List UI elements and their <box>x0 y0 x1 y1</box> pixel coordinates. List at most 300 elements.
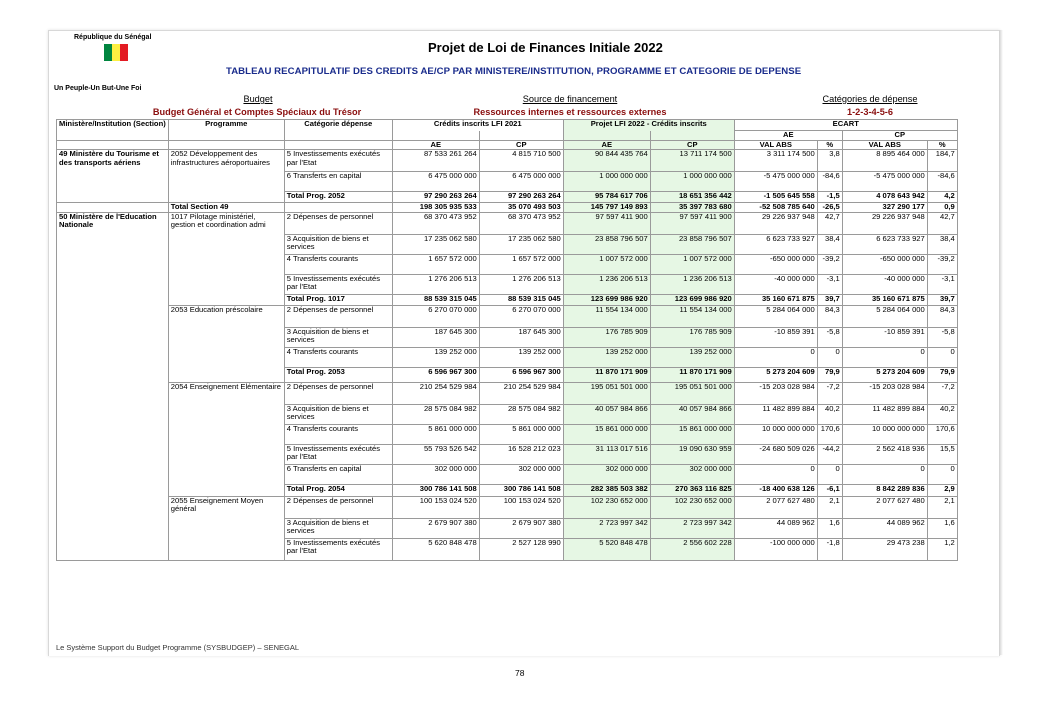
cell-value: -15 203 028 984 <box>734 382 817 404</box>
cell-value: 5 284 064 000 <box>842 305 927 327</box>
cell-value: 1 000 000 000 <box>650 172 734 192</box>
cell-value: 15 861 000 000 <box>563 424 650 444</box>
cell-programme <box>168 327 284 347</box>
cell-value: 29 473 238 <box>842 538 927 560</box>
plfi-cp-label: CP <box>650 140 734 150</box>
cell-programme <box>168 274 284 294</box>
cell-value: 2 077 627 480 <box>734 496 817 518</box>
cell-ministere <box>57 192 169 203</box>
plfi-ae-label: AE <box>563 140 650 150</box>
cell-value: 88 539 315 045 <box>392 294 479 305</box>
cell-value: -7,2 <box>817 382 842 404</box>
ae-pct-label: % <box>817 140 842 150</box>
cell-ministere <box>57 538 169 560</box>
cell-value: 302 000 000 <box>650 464 734 484</box>
cell-value: 0 <box>817 464 842 484</box>
cell-value: 0,9 <box>927 203 957 213</box>
cell-categorie: 4 Transferts courants <box>284 424 392 444</box>
cell-value: 23 858 796 507 <box>563 234 650 254</box>
cell-value: 2,1 <box>927 496 957 518</box>
cell-value: 11 482 899 884 <box>842 404 927 424</box>
cell-value: 97 597 411 900 <box>650 212 734 234</box>
cell-value: 55 793 526 542 <box>392 444 479 464</box>
cp-pct-label: % <box>927 140 957 150</box>
cell-value: 5 620 848 478 <box>392 538 479 560</box>
republic-logo-block <box>52 34 202 96</box>
cell-ministere <box>57 294 169 305</box>
cell-categorie: 5 Investissements exécutés par l'Etat <box>284 444 392 464</box>
cell-categorie: 3 Acquisition de biens et services <box>284 234 392 254</box>
cell-ministere <box>57 347 169 367</box>
cell-value: 40,2 <box>817 404 842 424</box>
cell-categorie <box>284 203 392 213</box>
cell-value: 1 236 206 513 <box>563 274 650 294</box>
cell-value: 40 057 984 866 <box>650 404 734 424</box>
cp-valabs-label: VAL ABS <box>842 140 927 150</box>
cell-value: -40 000 000 <box>842 274 927 294</box>
cell-value: 11 870 171 909 <box>650 367 734 382</box>
cell-value: 0 <box>734 464 817 484</box>
page-subtitle: TABLEAU RECAPITULATIF DES CREDITS AE/CP PAR MINISTERE/INSTITUTION, PROGRAMME ET CATEGORIE DE DEPENSE <box>226 66 802 77</box>
table-row <box>57 347 958 367</box>
lfi-cp-label: CP <box>479 140 563 150</box>
table-row <box>57 382 958 404</box>
cell-value: 11 554 134 000 <box>650 305 734 327</box>
cell-value: -650 000 000 <box>734 254 817 274</box>
col-programme: Programme <box>168 120 284 131</box>
cell-programme <box>168 172 284 192</box>
cell-programme <box>168 538 284 560</box>
table-row <box>57 424 958 444</box>
header-row-1 <box>57 120 958 131</box>
cell-value: 5 273 204 609 <box>734 367 817 382</box>
cell-value: -15 203 028 984 <box>842 382 927 404</box>
cell-value: -10 859 391 <box>842 327 927 347</box>
cell-ministere <box>57 274 169 294</box>
cell-value: 6 475 000 000 <box>479 172 563 192</box>
cell-value: 11 554 134 000 <box>563 305 650 327</box>
cell-value: 0 <box>734 347 817 367</box>
cell-categorie: 2 Dépenses de personnel <box>284 212 392 234</box>
source-label: Source de financement <box>522 94 618 104</box>
cell-categorie: 2 Dépenses de personnel <box>284 305 392 327</box>
cell-value: 90 844 435 764 <box>563 150 650 172</box>
lfi-ae-label: AE <box>392 140 479 150</box>
cell-value: 195 051 501 000 <box>650 382 734 404</box>
cell-value: 38,4 <box>817 234 842 254</box>
cell-value: 5 861 000 000 <box>479 424 563 444</box>
cell-value: 68 370 473 952 <box>392 212 479 234</box>
cell-value: -5,8 <box>927 327 957 347</box>
cell-value: -5 475 000 000 <box>842 172 927 192</box>
cell-ministere <box>57 305 169 327</box>
cell-value: -52 508 785 640 <box>734 203 817 213</box>
page-shadow <box>999 30 1003 655</box>
cell-value: 5 861 000 000 <box>392 424 479 444</box>
cell-value: 102 230 652 000 <box>650 496 734 518</box>
table-row <box>57 496 958 518</box>
cell-ministere <box>57 484 169 496</box>
cell-value: 1 276 206 513 <box>392 274 479 294</box>
cell-value: 40 057 984 866 <box>563 404 650 424</box>
cell-value: 2 723 997 342 <box>563 518 650 538</box>
cell-value: 3,8 <box>817 150 842 172</box>
table-row <box>57 464 958 484</box>
table-row <box>57 203 958 213</box>
cell-value: 1 000 000 000 <box>563 172 650 192</box>
cell-ministere <box>57 444 169 464</box>
cell-value: 28 575 084 982 <box>392 404 479 424</box>
cell-value: 1 657 572 000 <box>479 254 563 274</box>
cell-value: 8 895 464 000 <box>842 150 927 172</box>
cell-value: 6 475 000 000 <box>392 172 479 192</box>
cell-value: 2,9 <box>927 484 957 496</box>
motto: Un Peuple-Un But-Une Foi <box>54 85 142 92</box>
cell-value: 97 597 411 900 <box>563 212 650 234</box>
cell-ministere <box>57 518 169 538</box>
cell-value: 6 596 967 300 <box>479 367 563 382</box>
table-row <box>57 327 958 347</box>
cell-value: -40 000 000 <box>734 274 817 294</box>
cell-value: 5 273 204 609 <box>842 367 927 382</box>
table-row <box>57 484 958 496</box>
cell-value: 0 <box>927 464 957 484</box>
header-row-3 <box>57 140 958 150</box>
cell-ministere: 50 Ministère de l'Education Nationale <box>57 212 169 234</box>
cell-ministere <box>57 254 169 274</box>
cell-value: 84,3 <box>927 305 957 327</box>
cell-value: 139 252 000 <box>563 347 650 367</box>
cell-value: 8 842 289 836 <box>842 484 927 496</box>
senegal-flag-icon <box>104 44 128 61</box>
cell-programme <box>168 518 284 538</box>
table-row <box>57 444 958 464</box>
cell-value: 10 000 000 000 <box>734 424 817 444</box>
cell-value: 2 556 602 228 <box>650 538 734 560</box>
cell-value: 139 252 000 <box>479 347 563 367</box>
table-row <box>57 294 958 305</box>
cell-value: 139 252 000 <box>650 347 734 367</box>
cell-programme <box>168 254 284 274</box>
cell-value: 1 657 572 000 <box>392 254 479 274</box>
cell-value: 198 305 935 533 <box>392 203 479 213</box>
cell-value: 1 236 206 513 <box>650 274 734 294</box>
cell-value: -5 475 000 000 <box>734 172 817 192</box>
cell-value: -100 000 000 <box>734 538 817 560</box>
cell-value: 302 000 000 <box>392 464 479 484</box>
table-row <box>57 367 958 382</box>
col-ministere: Ministère/Institution (Section) <box>57 120 169 131</box>
cell-value: 210 254 529 984 <box>479 382 563 404</box>
cell-value: 19 090 630 959 <box>650 444 734 464</box>
cell-categorie: 2 Dépenses de personnel <box>284 496 392 518</box>
categories-value: 1-2-3-4-5-6 <box>847 107 893 117</box>
cell-programme <box>168 424 284 444</box>
cell-value: 6 596 967 300 <box>392 367 479 382</box>
cell-categorie: 4 Transferts courants <box>284 254 392 274</box>
page-number: 78 <box>515 668 525 678</box>
cell-value: 1 007 572 000 <box>563 254 650 274</box>
cell-value: 6 623 733 927 <box>842 234 927 254</box>
cell-value: 18 651 356 442 <box>650 192 734 203</box>
cell-categorie: 5 Investissements exécutés par l'Etat <box>284 150 392 172</box>
cell-value: 97 290 263 264 <box>392 192 479 203</box>
cell-value: 302 000 000 <box>563 464 650 484</box>
flag-stripe-green <box>104 44 112 61</box>
cell-value: 1,6 <box>927 518 957 538</box>
col-lfi2021: Crédits inscrits LFI 2021 <box>392 120 563 131</box>
cell-value: 300 786 141 508 <box>392 484 479 496</box>
cell-value: -6,1 <box>817 484 842 496</box>
cell-value: 35 160 671 875 <box>842 294 927 305</box>
cell-value: 2 679 907 380 <box>392 518 479 538</box>
ae-valabs-label: VAL ABS <box>734 140 817 150</box>
cell-value: 1,2 <box>927 538 957 560</box>
cell-value: 187 645 300 <box>392 327 479 347</box>
cell-value: 87 533 261 264 <box>392 150 479 172</box>
cell-ministere <box>57 203 169 213</box>
cell-value: 35 070 493 503 <box>479 203 563 213</box>
cell-value: -3,1 <box>927 274 957 294</box>
cell-value: 123 699 986 920 <box>650 294 734 305</box>
cell-categorie: 5 Investissements exécutés par l'Etat <box>284 274 392 294</box>
cell-categorie: 3 Acquisition de biens et services <box>284 327 392 347</box>
cell-value: 1,6 <box>817 518 842 538</box>
cell-programme <box>168 444 284 464</box>
cell-value: 0 <box>927 347 957 367</box>
footer-text: Le Système Support du Budget Programme (SYSBUDGEP) – SENEGAL <box>56 643 300 652</box>
cell-value: 13 711 174 500 <box>650 150 734 172</box>
cell-value: -84,6 <box>927 172 957 192</box>
cell-value: 102 230 652 000 <box>563 496 650 518</box>
cell-value: 139 252 000 <box>392 347 479 367</box>
cell-categorie: 6 Transferts en capital <box>284 464 392 484</box>
cell-value: 1 276 206 513 <box>479 274 563 294</box>
cell-value: 170,6 <box>927 424 957 444</box>
cell-ministere <box>57 327 169 347</box>
cell-value: 44 089 962 <box>734 518 817 538</box>
table-row <box>57 192 958 203</box>
budget-label: Budget <box>243 94 273 104</box>
table-row <box>57 404 958 424</box>
cell-value: 123 699 986 920 <box>563 294 650 305</box>
cell-value: 42,7 <box>817 212 842 234</box>
cell-value: 11 482 899 884 <box>734 404 817 424</box>
cell-value: 5 520 848 478 <box>563 538 650 560</box>
cell-value: -44,2 <box>817 444 842 464</box>
table-row <box>57 538 958 560</box>
republic-label: République du Sénégal <box>74 34 152 41</box>
cell-value: 187 645 300 <box>479 327 563 347</box>
cell-categorie: 3 Acquisition de biens et services <box>284 404 392 424</box>
cell-value: 38,4 <box>927 234 957 254</box>
cell-value: 100 153 024 520 <box>392 496 479 518</box>
cell-value: 16 528 212 023 <box>479 444 563 464</box>
cell-value: 39,7 <box>817 294 842 305</box>
cell-value: 44 089 962 <box>842 518 927 538</box>
cell-value: -39,2 <box>817 254 842 274</box>
cell-value: 17 235 062 580 <box>392 234 479 254</box>
cell-value: 270 363 116 825 <box>650 484 734 496</box>
cell-value: 39,7 <box>927 294 957 305</box>
ecart-cp: CP <box>842 131 957 141</box>
table-row <box>57 234 958 254</box>
cell-value: 300 786 141 508 <box>479 484 563 496</box>
cell-ministere <box>57 367 169 382</box>
cell-value: 35 160 671 875 <box>734 294 817 305</box>
cell-value: -39,2 <box>927 254 957 274</box>
cell-value: 5 284 064 000 <box>734 305 817 327</box>
cell-value: 2 723 997 342 <box>650 518 734 538</box>
cell-value: 2 562 418 936 <box>842 444 927 464</box>
cell-value: -1,8 <box>817 538 842 560</box>
cell-value: 29 226 937 948 <box>842 212 927 234</box>
cell-value: 6 270 070 000 <box>392 305 479 327</box>
credits-table <box>56 119 958 561</box>
cell-value: 327 290 177 <box>842 203 927 213</box>
cell-value: 176 785 909 <box>650 327 734 347</box>
cell-programme <box>168 464 284 484</box>
cell-programme: 2054 Enseignement Elémentaire <box>168 382 284 404</box>
cell-value: 6 270 070 000 <box>479 305 563 327</box>
cell-value: 95 784 617 706 <box>563 192 650 203</box>
cell-programme <box>168 484 284 496</box>
col-ecart: ECART <box>734 120 957 131</box>
cell-value: 15 861 000 000 <box>650 424 734 444</box>
cell-programme <box>168 192 284 203</box>
cell-value: 145 797 149 893 <box>563 203 650 213</box>
cell-ministere: 49 Ministère du Tourisme et des transports aériens <box>57 150 169 172</box>
cell-value: 176 785 909 <box>563 327 650 347</box>
cell-ministere <box>57 424 169 444</box>
cell-value: -1 505 645 558 <box>734 192 817 203</box>
cell-categorie: 2 Dépenses de personnel <box>284 382 392 404</box>
cell-value: 28 575 084 982 <box>479 404 563 424</box>
cell-value: 97 290 263 264 <box>479 192 563 203</box>
cell-value: -7,2 <box>927 382 957 404</box>
cell-categorie: 5 Investissements exécutés par l'Etat <box>284 538 392 560</box>
table-row <box>57 254 958 274</box>
cell-value: 195 051 501 000 <box>563 382 650 404</box>
cell-programme: 1017 Pilotage ministériel, gestion et coordination admi <box>168 212 284 234</box>
cell-value: 15,5 <box>927 444 957 464</box>
flag-stripe-red <box>120 44 128 61</box>
col-categorie: Catégorie dépense <box>284 120 392 131</box>
cell-value: 100 153 024 520 <box>479 496 563 518</box>
cell-programme <box>168 347 284 367</box>
table-row <box>57 172 958 192</box>
cell-value: 42,7 <box>927 212 957 234</box>
cell-programme: 2052 Développement des infrastructures aéroportuaires <box>168 150 284 172</box>
cell-categorie: 6 Transferts en capital <box>284 172 392 192</box>
categories-label: Catégories de dépense <box>822 94 918 104</box>
cell-ministere <box>57 464 169 484</box>
table-row <box>57 150 958 172</box>
cell-programme <box>168 367 284 382</box>
cell-value: -10 859 391 <box>734 327 817 347</box>
cell-value: 11 870 171 909 <box>563 367 650 382</box>
cell-programme: 2055 Enseignement Moyen général <box>168 496 284 518</box>
cell-value: 0 <box>842 464 927 484</box>
cell-value: 68 370 473 952 <box>479 212 563 234</box>
cell-value: -26,5 <box>817 203 842 213</box>
cell-value: -650 000 000 <box>842 254 927 274</box>
cell-value: 0 <box>842 347 927 367</box>
cell-value: 79,9 <box>817 367 842 382</box>
page-title: Projet de Loi de Finances Initiale 2022 <box>428 40 663 55</box>
cell-value: 2 527 128 990 <box>479 538 563 560</box>
cell-value: 6 623 733 927 <box>734 234 817 254</box>
table-row <box>57 212 958 234</box>
cell-value: 302 000 000 <box>479 464 563 484</box>
cell-value: 35 397 783 680 <box>650 203 734 213</box>
cell-value: 2 679 907 380 <box>479 518 563 538</box>
ecart-ae: AE <box>734 131 842 141</box>
cell-categorie: Total Prog. 2052 <box>284 192 392 203</box>
cell-ministere <box>57 496 169 518</box>
cell-categorie: Total Prog. 1017 <box>284 294 392 305</box>
cell-value: 210 254 529 984 <box>392 382 479 404</box>
cell-value: 79,9 <box>927 367 957 382</box>
cell-value: 184,7 <box>927 150 957 172</box>
cell-programme: 2053 Education préscolaire <box>168 305 284 327</box>
table-row <box>57 274 958 294</box>
cell-programme <box>168 234 284 254</box>
cell-categorie: Total Prog. 2054 <box>284 484 392 496</box>
cell-value: 88 539 315 045 <box>479 294 563 305</box>
budget-value: Budget Général et Comptes Spéciaux du Trésor <box>152 107 362 117</box>
cell-categorie: 4 Transferts courants <box>284 347 392 367</box>
cell-value: 2,1 <box>817 496 842 518</box>
cell-programme <box>168 294 284 305</box>
table-body <box>57 120 958 561</box>
cell-categorie: 3 Acquisition de biens et services <box>284 518 392 538</box>
cell-programme: Total Section 49 <box>168 203 284 213</box>
cell-value: 1 007 572 000 <box>650 254 734 274</box>
cell-value: -3,1 <box>817 274 842 294</box>
cell-value: 3 311 174 500 <box>734 150 817 172</box>
flag-stripe-yellow <box>112 44 120 61</box>
cell-value: 31 113 017 516 <box>563 444 650 464</box>
cell-ministere <box>57 404 169 424</box>
cell-value: 23 858 796 507 <box>650 234 734 254</box>
cell-value: -1,5 <box>817 192 842 203</box>
header-row-2 <box>57 131 958 141</box>
table-row <box>57 305 958 327</box>
cell-value: -5,8 <box>817 327 842 347</box>
cell-value: 2 077 627 480 <box>842 496 927 518</box>
cell-ministere <box>57 172 169 192</box>
cell-programme <box>168 404 284 424</box>
cell-value: -18 400 638 126 <box>734 484 817 496</box>
cell-value: -24 680 509 026 <box>734 444 817 464</box>
cell-value: 10 000 000 000 <box>842 424 927 444</box>
col-plfi2022: Projet LFI 2022 - Crédits inscrits <box>563 120 734 131</box>
source-value: Ressources internes et ressources externes <box>473 107 667 117</box>
cell-value: -84,6 <box>817 172 842 192</box>
cell-value: 17 235 062 580 <box>479 234 563 254</box>
cell-value: 4 078 643 942 <box>842 192 927 203</box>
cell-value: 0 <box>817 347 842 367</box>
cell-value: 40,2 <box>927 404 957 424</box>
cell-value: 29 226 937 948 <box>734 212 817 234</box>
cell-value: 84,3 <box>817 305 842 327</box>
cell-value: 4 815 710 500 <box>479 150 563 172</box>
cell-categorie: Total Prog. 2053 <box>284 367 392 382</box>
cell-value: 170,6 <box>817 424 842 444</box>
cell-ministere <box>57 382 169 404</box>
table-row <box>57 518 958 538</box>
